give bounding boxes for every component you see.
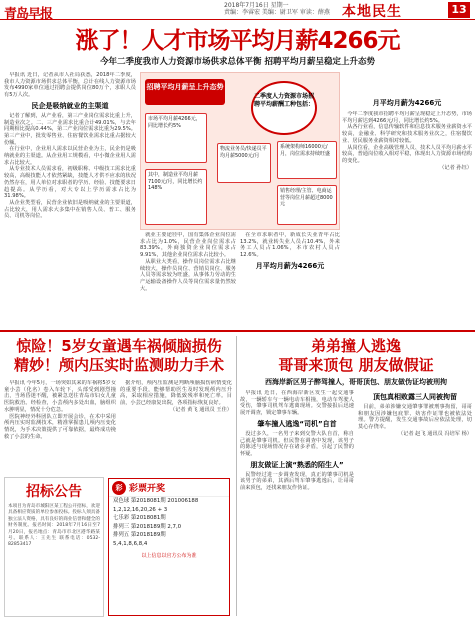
lottery-row: 排列三 第2018189期 2,7,0: [113, 523, 182, 530]
story2-headline-2: 精妙！颅内压实时监测助力手术: [13, 356, 224, 374]
infographic-banner: 招聘平均月薪呈上升态势: [145, 79, 225, 105]
lottery-header: [109, 479, 229, 497]
story1-paragraph: 从岗位看，企业高级管理人员、技术人员平均月薪水平较高，普通岗位收入相对平稳，体现出人力资源市场结构的变化。: [342, 144, 472, 164]
tender-notice-title: 招标公告: [26, 484, 82, 500]
story3-column-b: [358, 390, 472, 616]
infographic-box: 其中，制造业平均月薪7100元/月，同比增长约148%: [145, 169, 207, 225]
story3-subheading: 朋友做证上演“熟悉的陌生人”: [250, 460, 344, 469]
story1-paragraph: 从专业技术人员需求看，初级职称、中级技工需求比重较高，高级技能人才依然紧缺，技能人才供不应求的状况仍然存在，用人单位对求职者的学历、经验、技能要求日趋提高。从学历看，对大专以上学历需求占比为31.98%。: [4, 166, 136, 200]
story3-headline-1: 弟弟撞人逃逸: [310, 337, 401, 355]
tender-notice-body: 本项目为青岛市城阳区某工程公开招标，欢迎具备相应资质的单位参加投标。投标人须具备独立法人资格，具有良好的商业信誉和健全的财务制度。报名时间：2018年7月16日至7月20日，报名地点：青岛市市北区港华路某号。联系人：王先生 联系电话：0532-82853417: [8, 504, 100, 548]
story1-subheading-b: 月平均月薪为4266元: [255, 261, 325, 270]
story3-paragraph: 早报讯 近日，在西海岸新区发生一起交通事故，一辆轿车与一辆电动车相撞，电动车驾驶人受伤，肇事司机驾车逃离现场。交警接报后迅速展开调查，锁定肇事车辆。: [240, 390, 354, 417]
story3-subheading: 顶包真相败露三人同被拘留: [373, 393, 457, 401]
lottery-row: 5,4,1,8,6,8,4: [113, 540, 148, 547]
lottery-box: [108, 478, 230, 616]
story1-column-mid-b: [240, 232, 340, 328]
story3-subheading: 肇车撞人逃逸“司机”自首: [257, 419, 337, 428]
story1-headline: 涨了！人才市场平均月薪4266元: [75, 28, 400, 54]
dateline-editors: 责编：李睿宏 美编：尉卫军 审读：薛燕: [224, 9, 330, 16]
infographic-box: 销售经理/主管、电商运营等岗位月薪超过8000元: [277, 185, 337, 225]
section-divider: [0, 330, 475, 332]
story1-paragraph: 就业主要途径中，国有集体企业岗位需求占比为1.0%，民营企业岗位需求占83.39%，外商独资企业岗位需求占9.91%，其他企业岗位需求占比较小。: [140, 232, 236, 259]
story2-column-b: [120, 380, 232, 476]
story2-paragraph: 早报讯 今年5月，一场突如其来的车祸将5岁女童小芸（化名）卷入车轮下，头部受到剧烈撞击，当场昏迷不醒，被紧急送往青岛市妇女儿童医院救治。经检查，小芸颅内多处出血，脑组织水肿明显，情况十分危急。: [4, 380, 116, 413]
story2-column-a: [4, 380, 116, 476]
masthead: [0, 0, 475, 20]
story2-headline-1: 惊险！5岁女童遇车祸倾脑损伤: [16, 337, 222, 355]
story1-paragraph: 在行业中，企业用人需求以民营企业为主，民企仍是吸纳就业的主渠道。从企业用工规模看，中小微企业用人需求占比较大。: [4, 146, 136, 166]
story1-subhead: 今年二季度我市人力资源市场供求总体平衡 招聘平均月薪呈稳定上升态势: [100, 57, 375, 67]
story1-paragraph: 从企业类型看，民营企业依旧是吸纳就业的主要渠道，占比较大，用人需求大多集中在销售人员、普工、服务员、司机等岗位。: [4, 199, 136, 220]
story1-paragraph: 从各行业看，信息传输软件和信息技术服务业薪资水平较高，金融业、科学研究和技术服务业次之，住宿餐饮业、居民服务业薪资相对较低。: [342, 124, 472, 144]
infographic-box: 市场平均月薪4266元，同比增长约5%: [145, 113, 207, 163]
lottery-row: 1,2,12,16,20,26 + 3: [113, 506, 168, 513]
story1-column-left: [4, 72, 136, 328]
story3-paragraph: 没过多久，一名男子来到交警大队自首，称自己就是肇事司机。但民警在调查中发现，该男子的陈述与现场情况存在诸多矛盾，引起了民警的怀疑。: [240, 430, 354, 457]
lottery-footer: 以上信息以官方公布为准: [141, 552, 197, 559]
story1-subheading-a: 民企是吸纳就业的主渠道: [31, 101, 109, 110]
story1-column-mid-a: [140, 232, 236, 328]
story1-right-column: [342, 72, 472, 328]
right-column-body: [342, 111, 472, 331]
story3-paragraph: 民警经过进一步调查发现，真正的肇事司机是该男子的弟弟，其酒后驾车肇事逃逸后，让哥哥前来顶包，还找来朋友作伪证。: [240, 471, 354, 492]
lottery-title: 彩票开奖: [129, 484, 166, 494]
section-title: 本地民生: [342, 4, 402, 20]
infographic-box: 系统架构师16000元/月，岗位需求持续旺盛: [277, 141, 337, 179]
story3-headline-2: 哥哥来顶包 朋友做假证: [278, 356, 434, 374]
story2-paragraph: 医院神经外科团队立即开展会诊，在术中采用颅内压实时监测技术，精准掌握患儿颅内压变化情况，为手术决策提供了可靠依据，最终成功挽救了小芸的生命。: [4, 413, 116, 440]
newspaper-logo: 青岛早报: [4, 7, 53, 22]
salary-infographic: [140, 72, 340, 230]
lottery-row: 双色球 第2018081期 201006188: [113, 498, 199, 504]
dateline: [224, 2, 332, 16]
story1-paragraph: 在全市求职者中，新成长失业青年占比13.2%，就业转失业人员占10.4%，外来务工人员占1.06%，本市农村人员占12.6%。: [240, 232, 340, 259]
story2-paragraph: 据介绍，颅内压监测是判断颅脑损伤病情变化的重要手段，能够帮助医生及时发现颅内压升高，采取相应措施，降低致残率和死亡率。目前，小芸已经康复出院，各项指标恢复良好。: [120, 380, 232, 407]
story3-column-a: [240, 390, 354, 616]
right-column-title: 月平均月薪为4266元: [372, 99, 442, 107]
infographic-circle: 二季度人力资源市场招聘平均薪酬工种包括：: [251, 81, 317, 135]
column-divider: [236, 336, 237, 616]
story1-paragraph: 记者了解到，从产业看，第三产业岗位需求比重上升，制造业次之。二、三产业需求比重合计49.01%，与去年同期相比提高0.44%，第二产业岗位需求比重为29.5%。第三产业中，批发零售业、住宿餐饮业需求比重占据较大份额。: [4, 112, 136, 146]
story1-credit: （记者 孙钰）: [439, 164, 472, 171]
story3-paragraph: 目前，弟弟涉嫌交通肇事罪被刑事拘留，哥哥和朋友因涉嫌包庇罪、妨害作证罪也被依法处理。警方提醒，发生交通事故后应依法处理，切莫心存侥幸。: [358, 404, 472, 431]
story1-paragraph: 从职业大类看，操作员岗位需求占比继续较大，操作员岗位、营销员岗位、服务人员等需求较为旺盛，从事体力劳动的生产运输设备操作人员等岗位需求量仍然较大。: [140, 258, 236, 292]
dateline-date: 2018年7月16日 星期一: [224, 2, 289, 9]
page-number: 13: [448, 2, 470, 18]
lottery-row: 排列五 第2018189期: [113, 532, 166, 539]
story3-subhead: 西海岸新区男子醉驾撞人，哥哥顶包、朋友做伪证均被刑拘: [265, 378, 447, 386]
lottery-row: 七乐彩 第2018081期: [113, 515, 166, 522]
lottery-badge-icon: 彩: [112, 481, 126, 495]
story1-paragraph: 今年二季度我市招聘平均月薪呈现稳定上升态势，市场平均月薪达到4266元/月，同比增长约5%。: [342, 111, 472, 124]
story2-credit: （记者 黄飞 通讯员 王佳）: [169, 406, 232, 413]
infographic-box: 物流业务员/快递员平均月薪5000元/月: [217, 143, 271, 183]
tender-notice: [4, 477, 104, 617]
story3-credit: （记者 赵飞 通讯员 冯培军 杨）: [397, 430, 472, 437]
story1-lead: 早报讯 近日，记者从市人社局获悉，2018年二季度，我市人力资源市场供求总体平衡，总计在线人力资源市场发布4990家单位通过招聘会提供岗位80万个，求职人员有5万人次。: [4, 72, 136, 99]
